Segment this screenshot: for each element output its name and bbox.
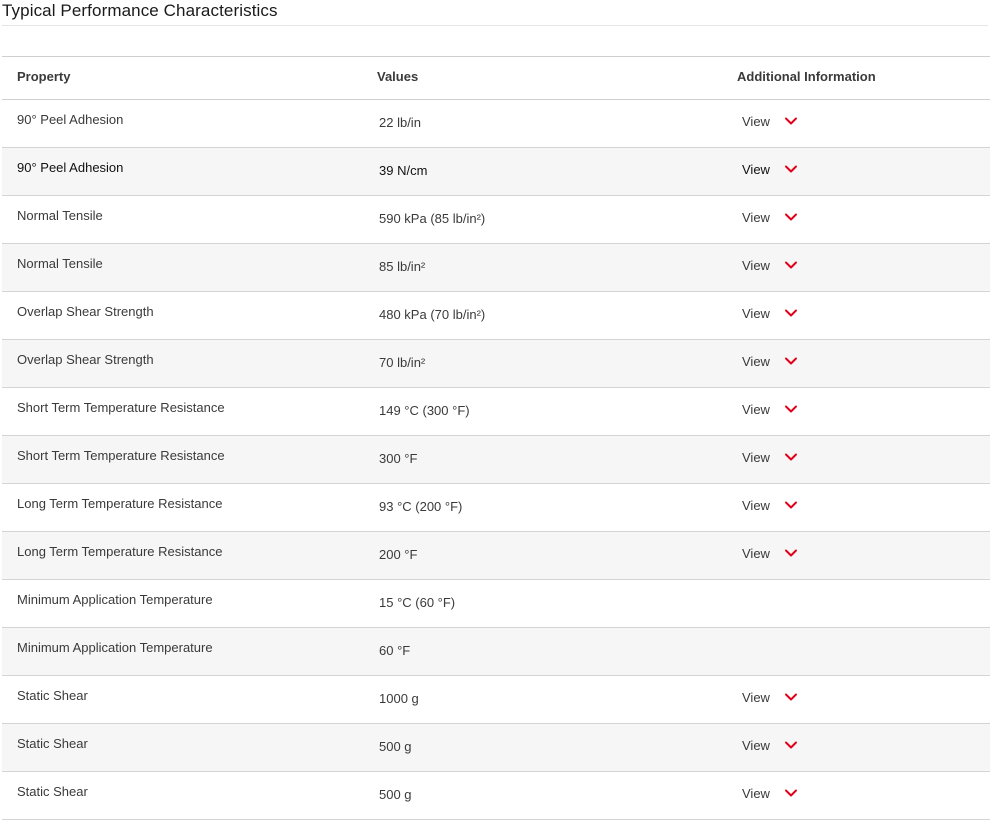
value-cell: 480 kPa (70 lb/in²) bbox=[379, 307, 486, 322]
property-cell: Minimum Application Temperature bbox=[17, 592, 213, 607]
view-label: View bbox=[742, 257, 770, 273]
value-cell: 39 N/cm bbox=[379, 163, 428, 178]
view-label: View bbox=[742, 785, 770, 801]
view-details-toggle[interactable] bbox=[742, 544, 798, 562]
value-cell: 300 °F bbox=[379, 451, 418, 466]
column-header-additional-information: Additional Information bbox=[737, 69, 876, 84]
table-row bbox=[2, 292, 990, 340]
property-cell: Static Shear bbox=[17, 688, 88, 703]
chevron-down-icon bbox=[784, 212, 798, 222]
property-cell: Short Term Temperature Resistance bbox=[17, 448, 225, 463]
table-row bbox=[2, 244, 990, 292]
view-details-toggle[interactable] bbox=[742, 208, 798, 226]
title-divider bbox=[2, 25, 988, 26]
table-row bbox=[2, 724, 990, 772]
table-row bbox=[2, 436, 990, 484]
chevron-down-icon bbox=[784, 260, 798, 270]
value-cell: 85 lb/in² bbox=[379, 259, 426, 274]
table-row bbox=[2, 388, 990, 436]
chevron-down-icon bbox=[784, 356, 798, 366]
table-row bbox=[2, 532, 990, 580]
view-label: View bbox=[742, 737, 770, 753]
property-cell: Overlap Shear Strength bbox=[17, 304, 154, 319]
property-cell: Short Term Temperature Resistance bbox=[17, 400, 225, 415]
view-label: View bbox=[742, 209, 770, 225]
view-label: View bbox=[742, 545, 770, 561]
view-details-toggle[interactable] bbox=[742, 256, 798, 274]
chevron-down-icon bbox=[784, 692, 798, 702]
view-details-toggle[interactable] bbox=[742, 160, 798, 178]
property-cell: 90° Peel Adhesion bbox=[17, 160, 124, 175]
value-cell: 200 °F bbox=[379, 547, 418, 562]
chevron-down-icon bbox=[784, 404, 798, 414]
table-row bbox=[2, 148, 990, 196]
table-row bbox=[2, 772, 990, 820]
property-cell: Long Term Temperature Resistance bbox=[17, 544, 223, 559]
table-row bbox=[2, 580, 990, 628]
view-label: View bbox=[742, 689, 770, 705]
view-details-toggle[interactable] bbox=[742, 352, 798, 370]
table-body bbox=[2, 100, 990, 820]
value-cell: 70 lb/in² bbox=[379, 355, 426, 370]
view-details-toggle[interactable] bbox=[742, 304, 798, 322]
table-row bbox=[2, 100, 990, 148]
chevron-down-icon bbox=[784, 452, 798, 462]
table-row bbox=[2, 628, 990, 676]
view-details-toggle[interactable] bbox=[742, 736, 798, 754]
column-header-values: Values bbox=[377, 69, 419, 84]
table-row bbox=[2, 196, 990, 244]
view-label: View bbox=[742, 497, 770, 513]
view-label: View bbox=[742, 113, 770, 129]
view-details-toggle[interactable] bbox=[742, 688, 798, 706]
view-details-toggle[interactable] bbox=[742, 400, 798, 418]
chevron-down-icon bbox=[784, 164, 798, 174]
value-cell: 149 °C (300 °F) bbox=[379, 403, 470, 418]
property-cell: Normal Tensile bbox=[17, 256, 103, 271]
value-cell: 22 lb/in bbox=[379, 115, 421, 130]
value-cell: 590 kPa (85 lb/in²) bbox=[379, 211, 486, 226]
view-label: View bbox=[742, 401, 770, 417]
value-cell: 500 g bbox=[379, 787, 412, 802]
property-cell: Long Term Temperature Resistance bbox=[17, 496, 223, 511]
table-row bbox=[2, 340, 990, 388]
chevron-down-icon bbox=[784, 308, 798, 318]
view-label: View bbox=[742, 305, 770, 321]
property-cell: Normal Tensile bbox=[17, 208, 103, 223]
view-label: View bbox=[742, 449, 770, 465]
performance-table bbox=[2, 56, 990, 820]
view-label: View bbox=[742, 353, 770, 369]
value-cell: 93 °C (200 °F) bbox=[379, 499, 463, 514]
view-details-toggle[interactable] bbox=[742, 112, 798, 130]
chevron-down-icon bbox=[784, 116, 798, 126]
table-header bbox=[2, 57, 990, 100]
chevron-down-icon bbox=[784, 500, 798, 510]
value-cell: 60 °F bbox=[379, 643, 411, 658]
chevron-down-icon bbox=[784, 740, 798, 750]
table-row bbox=[2, 484, 990, 532]
value-cell: 15 °C (60 °F) bbox=[379, 595, 456, 610]
property-cell: Overlap Shear Strength bbox=[17, 352, 154, 367]
property-cell: Minimum Application Temperature bbox=[17, 640, 213, 655]
chevron-down-icon bbox=[784, 788, 798, 798]
table-row bbox=[2, 676, 990, 724]
chevron-down-icon bbox=[784, 548, 798, 558]
view-details-toggle[interactable] bbox=[742, 784, 798, 802]
property-cell: Static Shear bbox=[17, 736, 88, 751]
view-details-toggle[interactable] bbox=[742, 496, 798, 514]
column-header-property: Property bbox=[17, 69, 71, 84]
property-cell: Static Shear bbox=[17, 784, 88, 799]
property-cell: 90° Peel Adhesion bbox=[17, 112, 124, 127]
view-details-toggle[interactable] bbox=[742, 448, 798, 466]
section-title: Typical Performance Characteristics bbox=[2, 1, 278, 20]
view-label: View bbox=[742, 161, 770, 177]
value-cell: 1000 g bbox=[379, 691, 419, 706]
value-cell: 500 g bbox=[379, 739, 412, 754]
